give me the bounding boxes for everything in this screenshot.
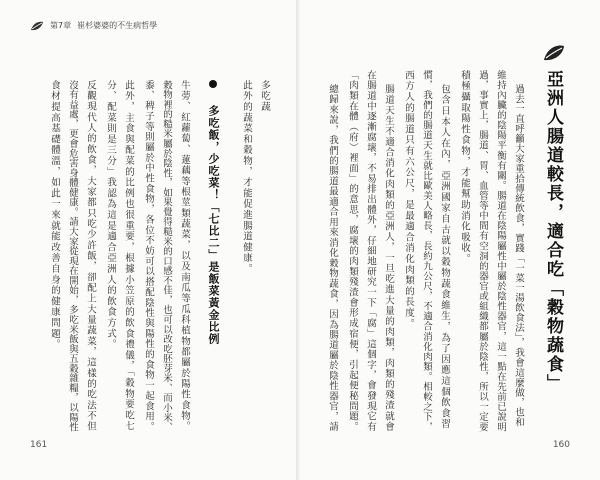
body-column: 穀物裡的糙米屬於陰性，如果覺得糙米的口感不佳，也可以改吃胚芽米、而小米、	[161, 80, 172, 432]
leaf-icon	[542, 44, 566, 62]
body-column: 過，事實上，腸道、胃、血管等中間有空洞的器官或組織都屬於陰性，所以一定要	[477, 70, 488, 432]
body-column: 反觀現代人的飲食，大家都只吃少許飯，卻配上大量蔬菜，這樣的吃法不但	[85, 80, 96, 432]
right-page	[300, 0, 600, 480]
body-column: 沒有益處，更會危害身體健康。請大家從現在開始，多吃米飯與五穀雜糧，以陽性	[67, 80, 78, 432]
body-column: 食材提高基礎體溫，如此一來就能改善自身的健康問題。	[49, 80, 60, 350]
body-column: 分、配菜則是三分」我認為這是適合亞洲人的飲食方式。	[105, 80, 116, 350]
section-heading	[206, 80, 220, 345]
body-column: 總歸來說，我們的腸道最適合用來消化穀物蔬食，因為腸道屬於陰性器官，請	[327, 84, 338, 432]
leaf-icon	[30, 21, 44, 31]
section-heading-text: 多吃飯，少吃菜！「七比二」是飯菜黃金比例	[207, 105, 220, 345]
page-number-right: 160	[552, 440, 570, 450]
running-header	[30, 20, 157, 31]
chapter-title: 崔杉婆婆的不生病哲學	[77, 21, 158, 30]
body-column: 積極攝取陽性食物，才能幫助消化吸收。	[459, 70, 470, 265]
body-column: 在腸道中逐漸腐壞，不易排出體外，仔細地研究一下「腐」這個字，會發現它有	[365, 70, 376, 432]
page-number-left: 161	[30, 440, 48, 450]
body-column: 此外的蔬菜和穀物，才能促進腸道健康。	[241, 80, 252, 275]
page-title: 亞洲人腸道較長，適合吃「穀物蔬食」	[543, 70, 563, 393]
body-column: 此外，主食與配菜的比例也很重要，根據小笠原的飲食禮儀，「穀物要吃七	[123, 80, 134, 432]
body-column: 西方人的腸道只有六公尺，是最適合消化肉類的長度。	[403, 70, 414, 330]
body-column: 包含日本人在內，亞洲國家自古就以穀物蔬食維生，為了因應這個飲食習	[439, 84, 450, 430]
body-column: 腸道天生不適合消化肉類的亞洲人，一旦吃進大量的肉類，肉類的殘渣就會	[383, 84, 394, 432]
body-column: 維持內臟的陰陽平衡有關。腸道在陰陽屬性中屬於陰性器官，這一點在先前已說明	[495, 70, 506, 432]
body-column: 過去一直呼籲大家重拾傳統飲食，實踐「一菜一湯飲食法」，我會這麼做，也和	[513, 84, 524, 428]
body-column: 牛蒡、紅蘿蔔、蓮藕等根莖類蔬菜，以及南瓜等瓜科植物都屬於陽性食物。	[179, 80, 190, 432]
body-column: 多吃蔬	[259, 80, 270, 113]
body-column: 黍、稗子等則屬於中性食物，各位不妨可以搭配陰性與陽性的食物一起食用。	[143, 80, 154, 432]
bullet-icon	[209, 80, 217, 88]
body-column: 「肉類在體（府）裡面」的意思，腐壞的肉類殘渣會形成宿便，引起便秘問題。	[347, 70, 358, 432]
body-column: 慣，我們的腸道天生就比歐美人略長，長約九公尺，不適合消化肉類。相較之下，	[421, 70, 432, 432]
chapter-label: 第7章	[50, 21, 72, 30]
